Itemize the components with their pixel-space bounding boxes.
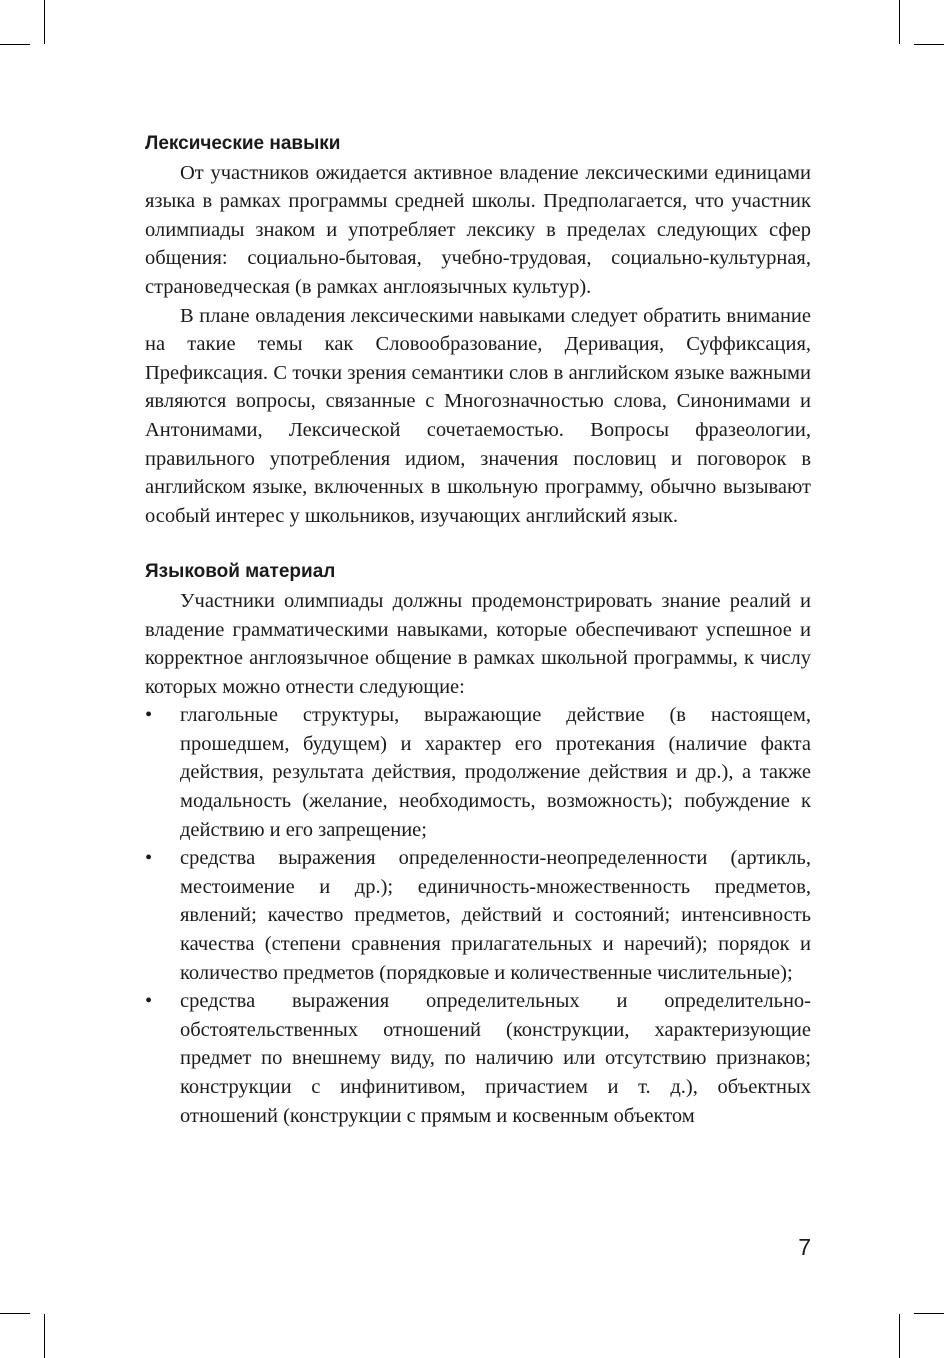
crop-mark xyxy=(914,44,944,45)
crop-mark xyxy=(899,0,900,44)
page-body xyxy=(145,130,811,1130)
list-item-text: средства выражения определительных и определительно-обстоятельственных отношений (конструкции, характеризующие предмет по внешнему виду, по наличию или отсутствию признаков; конструкции с инфинитивом, причастием и т. д.), объектных отношений (конструкции с прямым и косвенным объектом xyxy=(180,990,811,1127)
list-item xyxy=(145,844,811,987)
page-number: 7 xyxy=(798,1234,811,1260)
bullet-icon: • xyxy=(145,847,153,870)
list-item xyxy=(145,987,811,1130)
crop-mark xyxy=(44,0,45,44)
paragraph: От участников ожидается активное владение лексическими единицами языка в рамках программы средней школы. Предполагается, что участник олимпиады знаком и употребляет лексику в пределах следующих сфер общения: социально-бытовая, учебно-трудовая, социально-культурная, страноведческая (в рамках англоязычных культур). xyxy=(145,161,811,298)
bullet-list xyxy=(145,701,811,1130)
crop-mark xyxy=(899,1314,900,1358)
bullet-icon: • xyxy=(145,704,153,727)
list-item-text: глагольные структуры, выражающие действие (в настоящем, прошедшем, будущем) и характер его протекания (наличие факта действия, результата действия, продолжение действия и др.), а также модальность (желание, необходимость, возможность); побуждение к действию и его запрещение; xyxy=(180,704,811,841)
crop-mark xyxy=(0,1313,30,1314)
list-item xyxy=(145,701,811,844)
section-heading-lexical: Лексические навыки xyxy=(145,133,341,154)
paragraph: Участники олимпиады должны продемонстрировать знание реалий и владение грамматическими навыками, которые обеспечивают успешное и корректное англоязычное общение в рамках школьной программы, к числу которых можно отнести следующие: xyxy=(145,589,811,698)
crop-mark xyxy=(914,1313,944,1314)
list-item-text: средства выражения определенности-неопределенности (артикль, местоимение и др.); единичность-множественность предметов, явлений; качество предметов, действий и состояний; интенсивность качества (степени сравнения прилагательных и наречий); порядок и количество предметов (порядковые и количественные числительные); xyxy=(180,847,811,984)
paragraph: В плане овладения лексическими навыками следует обратить внимание на такие темы как Словообразование, Деривация, Суффиксация, Префиксация. С точки зрения семантики слов в английском языке важными являются вопросы, связанные с Многозначностью слова, Синонимами и Антонимами, Лексической сочетаемостью. Вопросы фразеологии, правильного употребления идиом, значения пословиц и поговорок в английском языке, включенных в школьную программу, обычно вызывают особый интерес у школьников, изучающих английский язык. xyxy=(145,304,811,527)
crop-mark xyxy=(0,44,30,45)
crop-mark xyxy=(44,1314,45,1358)
bullet-icon: • xyxy=(145,990,153,1013)
section-heading-language-material: Языковой материал xyxy=(145,561,336,583)
